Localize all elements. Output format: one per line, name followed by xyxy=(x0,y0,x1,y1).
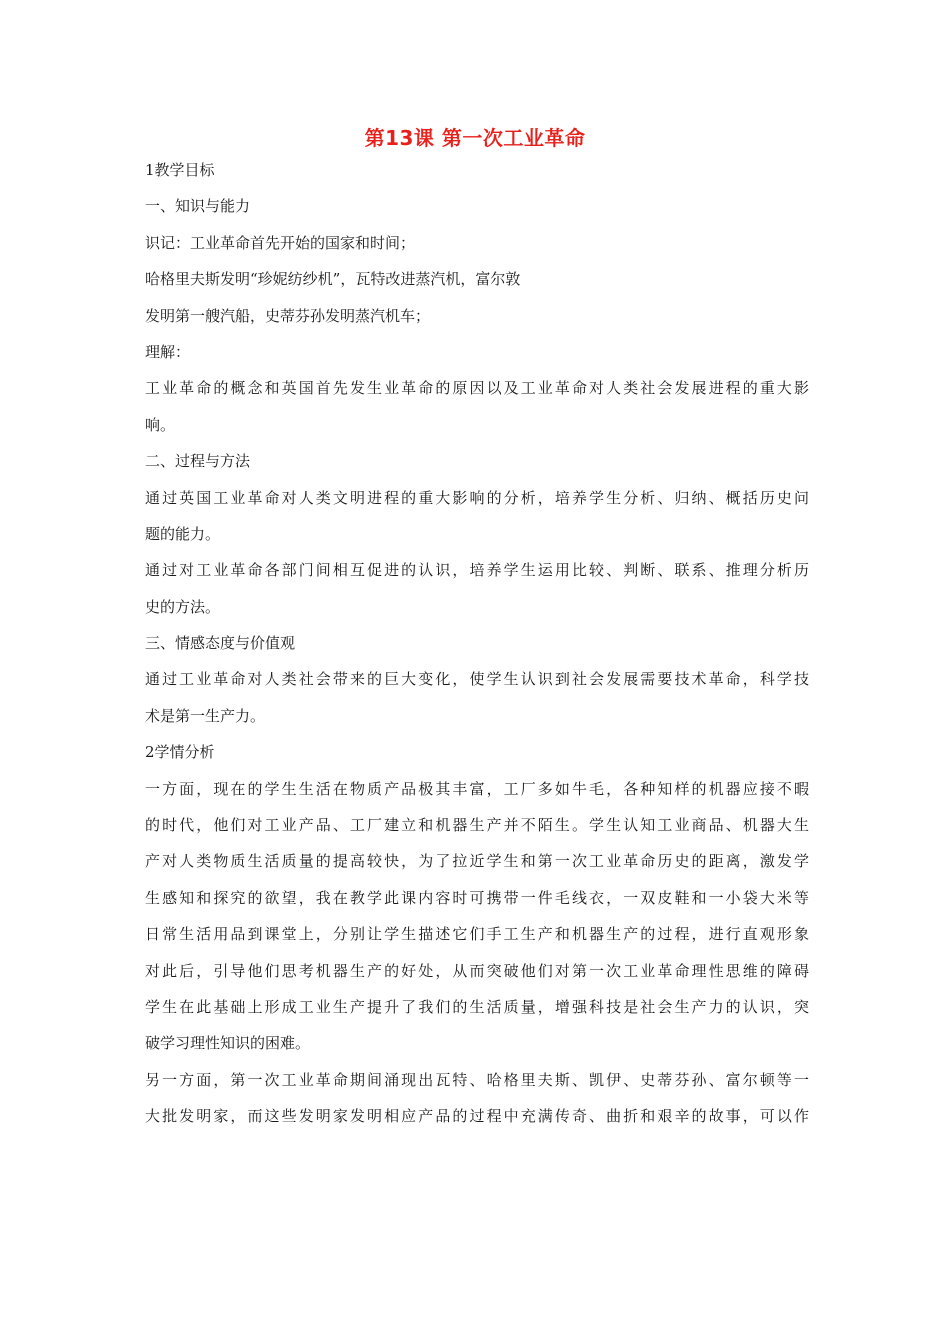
paragraph xyxy=(145,560,809,616)
subsection-heading-values: 三、情感态度与价值观 xyxy=(145,634,296,653)
paragraph xyxy=(145,378,809,434)
paragraph xyxy=(145,669,809,725)
text-line: 史的方法。 xyxy=(145,597,221,616)
text-line: 识记：工业革命首先开始的国家和时间； xyxy=(145,233,416,252)
text-line: 大批发明家，而这些发明家发明相应产品的过程中充满传奇、曲折和艰辛的故事，可以作 xyxy=(145,1107,809,1126)
text-line: 工业革命的概念和英国首先发生业革命的原因以及工业革命对人类社会发展进程的重大影 xyxy=(145,379,809,398)
text-line: 生感知和探究的欲望，我在教学此课内容时可携带一件毛线衣，一双皮鞋和一小袋大米等 xyxy=(145,888,809,907)
text-line: 理解： xyxy=(145,342,191,361)
text-line: 通过工业革命对人类社会带来的巨大变化，使学生认识到社会发展需要技术革命，科学技 xyxy=(145,670,809,689)
paragraph xyxy=(145,1070,809,1126)
subsection-heading-knowledge: 一、知识与能力 xyxy=(145,197,251,216)
text-line: 产对人类物质生活质量的提高较快，为了拉近学生和第一次工业革命历史的距离，激发学 xyxy=(145,852,809,871)
text-line: 的时代，他们对工业产品、工厂建立和机器生产并不陌生。学生认知工业商品、机器大生 xyxy=(145,816,809,835)
section-heading-objectives: 1教学目标 xyxy=(145,161,215,179)
text-line: 题的能力。 xyxy=(145,524,221,543)
paragraph xyxy=(145,779,809,1054)
text-line: 一方面，现在的学生生活在物质产品极其丰富，工厂多如牛毛，各种知样的机器应接不暇 xyxy=(145,779,809,798)
text-line: 学生在此基础上形成工业生产提升了我们的生活质量，增强科技是社会生产力的认识，突 xyxy=(145,997,809,1016)
section-heading-analysis: 2学情分析 xyxy=(145,743,215,762)
document-body xyxy=(145,160,809,1143)
paragraph xyxy=(145,488,809,544)
text-line: 另一方面，第一次工业革命期间涌现出瓦特、哈格里夫斯、凯伊、史蒂芬孙、富尔顿等一 xyxy=(145,1070,809,1089)
text-line: 术是第一生产力。 xyxy=(145,706,266,725)
text-line: 日常生活用品到课堂上，分别让学生描述它们手工生产和机器生产的过程，进行直观形象 xyxy=(145,925,809,944)
text-line: 响。 xyxy=(145,415,176,434)
text-line: 通过英国工业革命对人类文明进程的重大影响的分析，培养学生分析、归纳、概括历史问 xyxy=(145,488,809,507)
text-line: 对此后，引导他们思考机器生产的好处，从而突破他们对第一次工业革命理性思维的障碍 xyxy=(145,961,809,980)
text-line: 哈格里夫斯发明“珍妮纺纱机”，瓦特改进蒸汽机，富尔敦 xyxy=(145,270,521,289)
text-line: 通过对工业革命各部门间相互促进的认识，培养学生运用比较、判断、联系、推理分析历 xyxy=(145,561,809,580)
subsection-heading-process: 二、过程与方法 xyxy=(145,452,251,471)
text-line: 发明第一艘汽船，史蒂芬孙发明蒸汽机车； xyxy=(145,306,431,325)
page-title: 第13课 第一次工业革命 xyxy=(364,126,586,150)
text-line: 破学习理性知识的困难。 xyxy=(145,1034,311,1053)
